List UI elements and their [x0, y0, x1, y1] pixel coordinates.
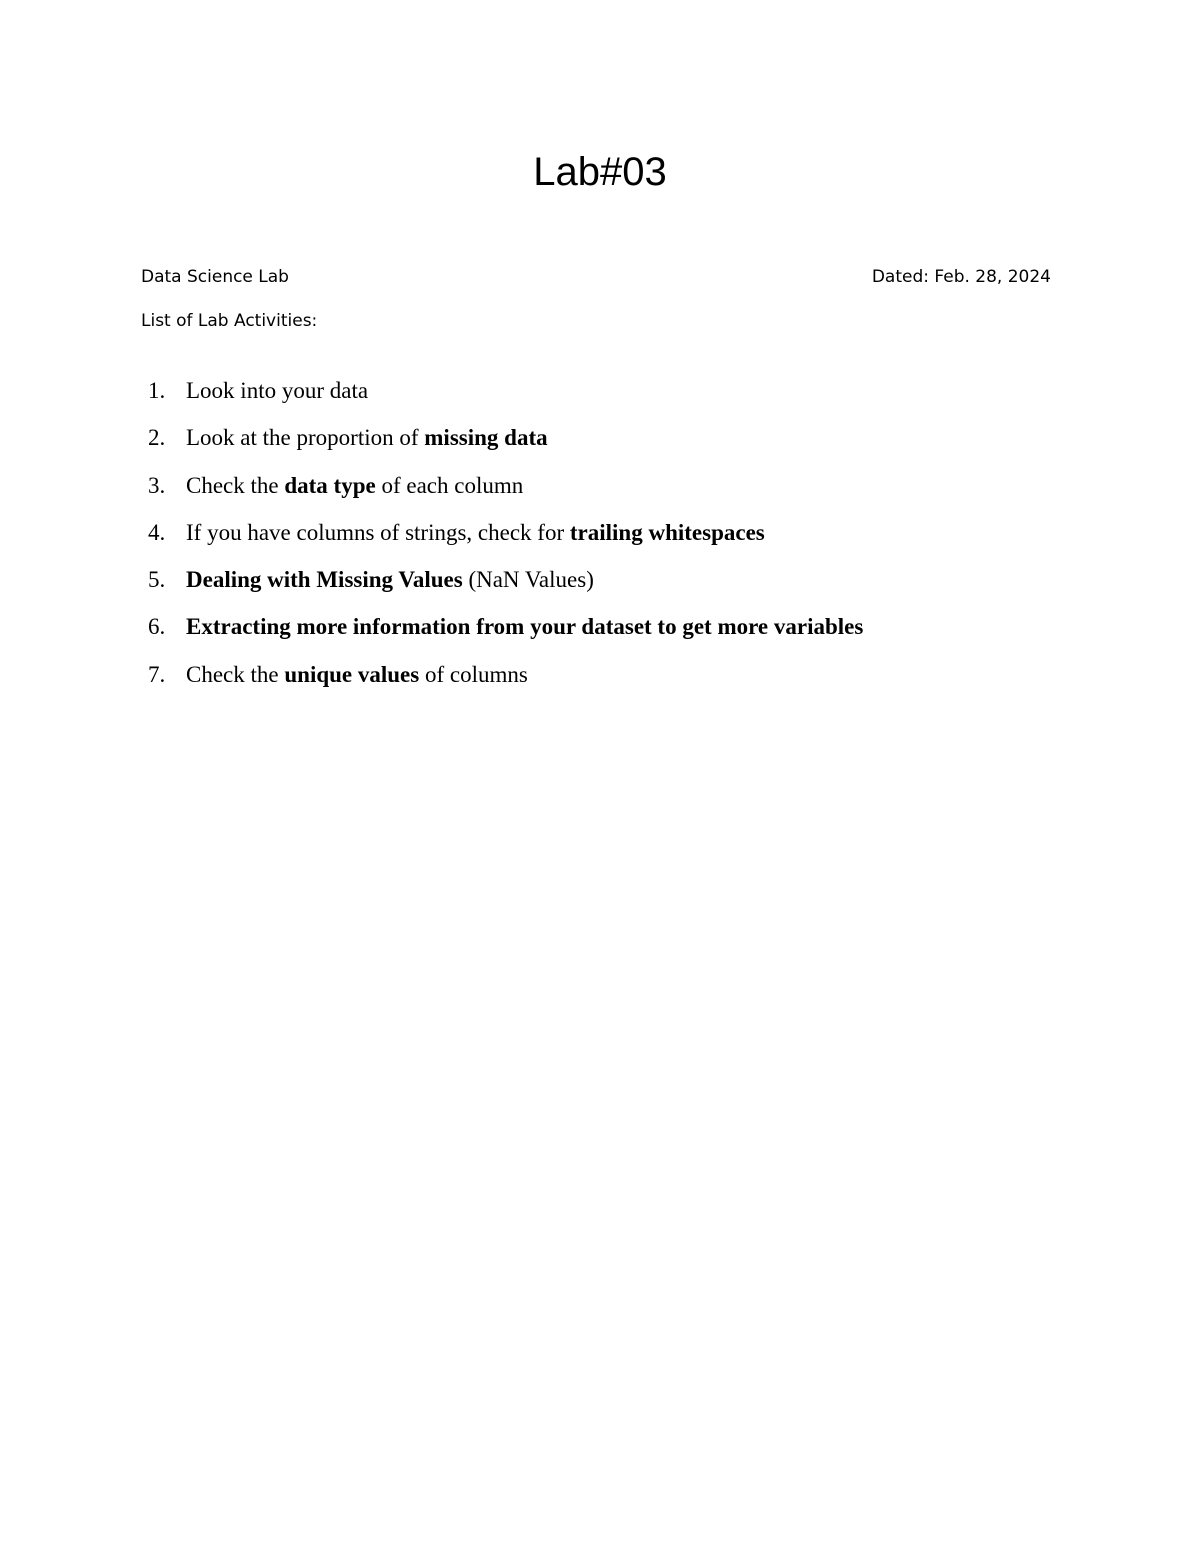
list-item-text: If you have columns of strings, check for trailing whitespaces [186, 519, 765, 545]
list-item-text: Look at the proportion of missing data [186, 425, 548, 451]
list-item [0, 610, 1200, 657]
date-text: Dated: Feb. 28, 2024 [871, 267, 1051, 287]
list-heading: List of Lab Activities: [141, 311, 318, 331]
list-item-text: Dealing with Missing Values (NaN Values) [186, 567, 594, 593]
list-item [0, 658, 1200, 705]
list-item-number: 6. [148, 614, 166, 640]
list-item-number: 7. [148, 661, 166, 687]
list-item [0, 374, 1200, 421]
list-item [0, 469, 1200, 516]
list-item-number: 2. [148, 425, 166, 451]
list-item-text: Extracting more information from your dataset to get more variables [186, 614, 864, 640]
list-item [0, 516, 1200, 563]
list-item-text: Check the data type of each column [186, 472, 524, 498]
list-item-number: 3. [148, 472, 166, 498]
list-item-number: 4. [148, 519, 166, 545]
list-item [0, 563, 1200, 610]
list-item-text: Check the unique values of columns [186, 661, 528, 687]
page-title: Lab#03 [533, 150, 667, 194]
activity-list [0, 374, 1200, 705]
course-name: Data Science Lab [141, 267, 289, 287]
list-item-text: Look into your data [186, 378, 369, 403]
list-item [0, 421, 1200, 468]
list-item-number: 1. [148, 378, 166, 403]
list-item-number: 5. [148, 567, 166, 593]
